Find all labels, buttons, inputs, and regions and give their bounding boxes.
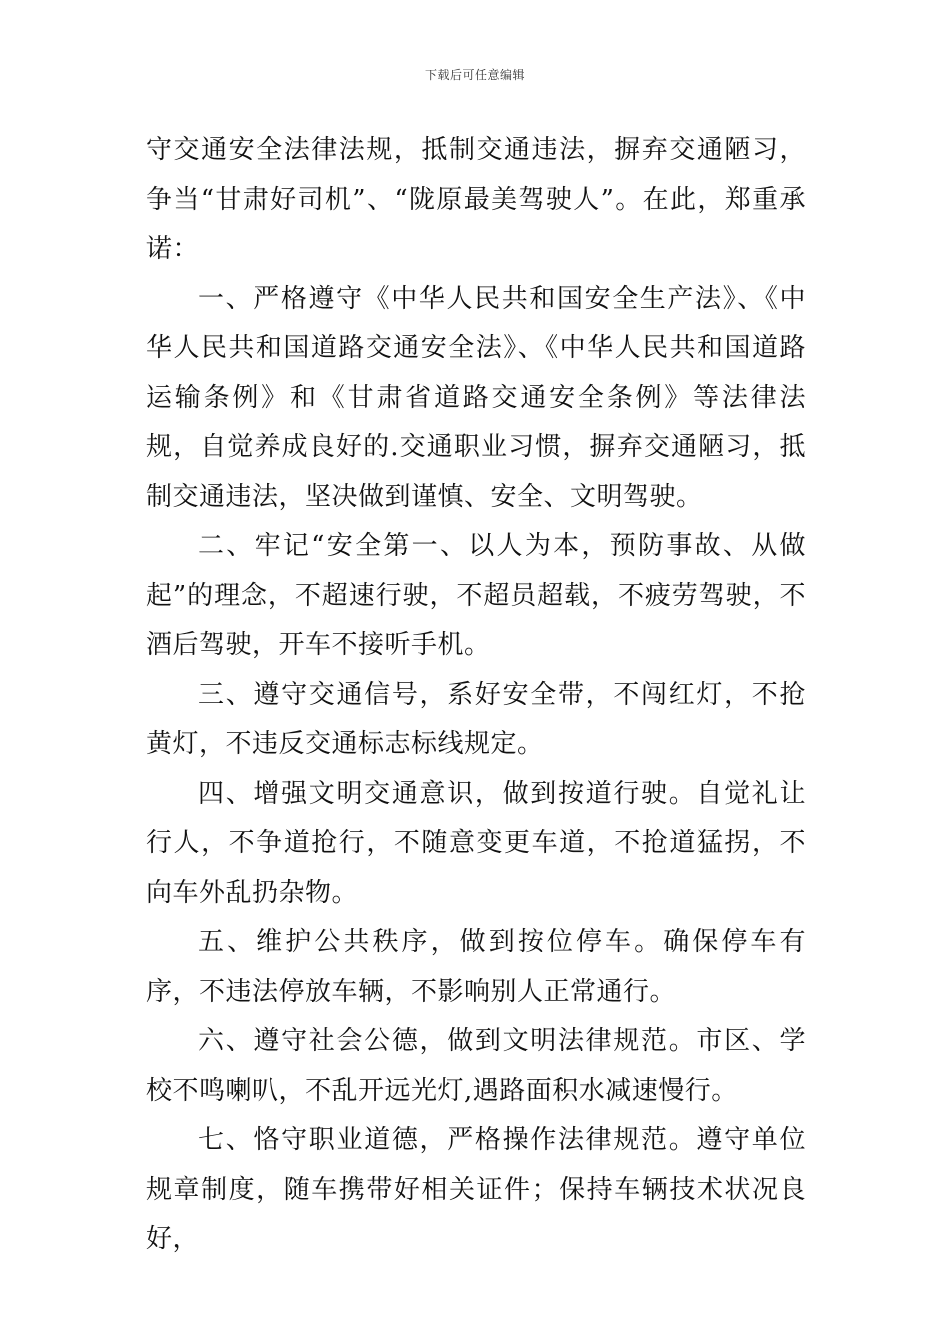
paragraph-item-5: 五、维护公共秩序，做到按位停车。确保停车有序，不违法停放车辆，不影响别人正常通行。 — [146, 927, 806, 1007]
paragraph-item-4: 四、增强文明交通意识，做到按道行驶。自觉礼让行人，不争道抢行，不随意变更车道，不抢道猛拐，不向车外乱扔杂物。 — [146, 778, 806, 908]
paragraph-item-6: 六、遵守社会公德，做到文明法律规范。市区、学校不鸣喇叭，不乱开远光灯,遇路面积水减速慢行。 — [146, 1026, 806, 1106]
paragraph-intro: 守交通安全法律法规，抵制交通违法，摒弃交通陋习，争当“甘肃好司机”、“陇原最美驾驶人”。在此，郑重承诺： — [146, 135, 806, 264]
paragraph-item-7: 七、恪守职业道德，严格操作法律规范。遵守单位规章制度，随车携带好相关证件；保持车辆技术状况良好， — [146, 1125, 806, 1254]
header-note: 下载后可任意编辑 — [424, 68, 525, 82]
paragraph-item-2: 二、牢记“安全第一、以人为本，预防事故、从做起”的理念，不超速行驶，不超员超载，不疲劳驾驶，不酒后驾驶，开车不接听手机。 — [146, 531, 806, 660]
paragraph-item-3: 三、遵守交通信号，系好安全带，不闯红灯，不抢黄灯，不违反交通标志标线规定。 — [146, 679, 806, 759]
paragraph-item-1: 一、严格遵守《中华人民共和国安全生产法》、《中华人民共和国道路交通安全法》、《中华人民共和国道路运输条例》和《甘肃省道路交通安全条例》等法律法规，自觉养成良好的.交通职业习惯，摒弃交通陋习，抵制交通违法，坚决做到谨慎、安全、文明驾驶。 — [146, 283, 806, 512]
document-body — [146, 126, 806, 1265]
